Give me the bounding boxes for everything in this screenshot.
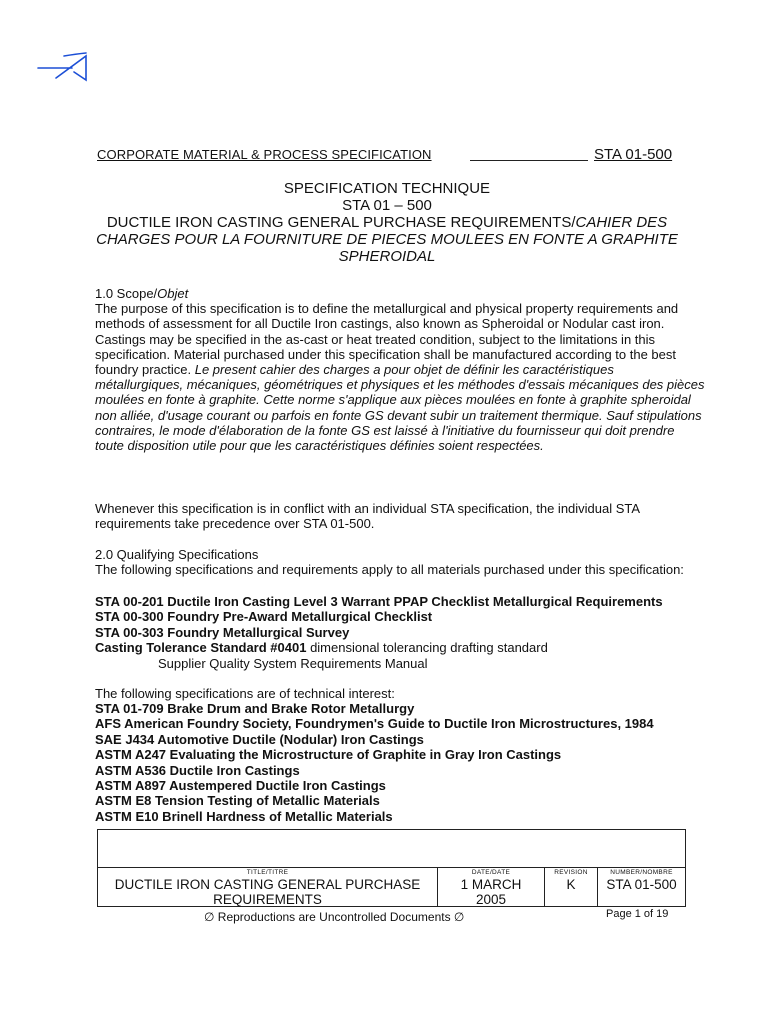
title-line-2: STA 01 – 500 <box>342 197 432 214</box>
list-item: STA 01-709 Brake Drum and Brake Rotor Metallurgy <box>95 701 415 716</box>
header-spec-number: STA 01-500 <box>594 146 673 163</box>
qualifying-spec-list <box>95 594 715 671</box>
list-item: STA 00-201 Ductile Iron Casting Level 3 Warrant PPAP Checklist Metallurgical Requirements <box>95 594 663 609</box>
scope-body: The purpose of this specification is to define the metallurgical and physical property requirements and methods of assessment for all Ductile Iron castings, also known as Spheroidal or Nodular cast iron. Castings may be specified in the as-cast or heat treated condition, subject to the limitations in this specification. Material purchased under this specification shall be manufactured according to the best foundry practice. Le present cahier des charges a pour objet de définir les caractéristiques métallurgiques, mécaniques, géométriques et physiques et les méthodes d'essais mécaniques des pièces moulées en fonte à graphite. Cette norme s'applique aux pièces moulées en fonte à graphite spheroidal non alliée, d'usage courant ou parfois en fonte GS devant subir un traitement thermique. Sauf stipulations contraires, le mode d'élaboration de la fonte GS est laissé à l'initiative du fournisseur qui doit prendre toute disposition utile pour que les caractéristiques définies soient respectées. <box>95 301 705 454</box>
technical-spec-list <box>95 701 715 824</box>
footer-revision-value: K <box>566 877 576 892</box>
list-item: Supplier Quality System Requirements Manual <box>158 655 428 671</box>
technical-intro: The following specifications are of technical interest: <box>95 686 395 701</box>
page-number: Page 1 of 19 <box>606 908 669 920</box>
list-item: ASTM E10 Brinell Hardness of Metallic Materials <box>95 808 393 824</box>
list-item: ASTM A247 Evaluating the Microstructure of Graphite in Gray Iron Castings <box>95 747 562 763</box>
list-item: ASTM E8 Tension Testing of Metallic Materials <box>95 793 380 809</box>
list-item: STA 00-300 Foundry Pre-Award Metallurgical Checklist <box>95 609 433 625</box>
footer-number-cell <box>598 868 685 907</box>
document-title <box>90 180 684 265</box>
footer-title-block <box>97 829 686 907</box>
footer-title-cell <box>98 868 438 907</box>
footer-revision-label: REVISION <box>554 869 588 876</box>
qualifying-heading: 2.0 Qualifying Specifications <box>95 547 259 562</box>
list-item: Casting Tolerance Standard #0401 dimensional tolerancing drafting standard <box>95 640 548 656</box>
title-english: DUCTILE IRON CASTING GENERAL PURCHASE REQUIREMENTS/ <box>106 214 576 231</box>
scope-heading: 1.0 Scope/Objet <box>95 286 189 301</box>
list-item: ASTM A897 Austempered Ductile Iron Castings <box>95 778 386 794</box>
scope-section <box>95 286 705 453</box>
qualifying-section <box>95 547 705 577</box>
footer-date-cell <box>438 868 545 907</box>
footer-fields-row <box>98 867 685 907</box>
footer-title-label: TITLE/TITRE <box>246 869 289 876</box>
uncontrolled-notice: ∅ Reproductions are Uncontrolled Documents ∅ <box>204 910 465 924</box>
list-item: ASTM A536 Ductile Iron Castings <box>95 762 300 778</box>
header-document-class: CORPORATE MATERIAL & PROCESS SPECIFICATION <box>97 147 432 162</box>
footer-title-value: DUCTILE IRON CASTING GENERAL PURCHASE REQUIREMENTS <box>114 877 421 907</box>
title-line-3 <box>90 214 684 265</box>
footer-date-value: 1 MARCH 2005 <box>460 877 522 907</box>
footer-revision-cell <box>545 868 598 907</box>
footer-number-label: NUMBER/NOMBRE <box>610 869 673 876</box>
handwritten-x-mark <box>34 48 92 82</box>
scope-conflict-note: Whenever this specification is in conflict with an individual STA specification, the individual STA requirements take precedence over STA 01-500. <box>95 501 640 532</box>
list-item: STA 00-303 Foundry Metallurgical Survey <box>95 624 350 640</box>
list-item: AFS American Foundry Society, Foundrymen's Guide to Ductile Iron Microstructures, 1984 <box>95 716 654 732</box>
title-line-1: SPECIFICATION TECHNIQUE <box>283 180 491 197</box>
title-french: CAHIER DES CHARGES POUR LA FOURNITURE DE PIECES MOULEES EN FONTE A GRAPHITE SPHEROIDAL <box>96 214 678 265</box>
header-rule <box>470 160 588 161</box>
list-item: SAE J434 Automotive Ductile (Nodular) Iron Castings <box>95 731 424 747</box>
footer-date-label: DATE/DATE <box>471 869 511 876</box>
qualifying-intro: The following specifications and requirements apply to all materials purchased under this specification: <box>95 562 684 578</box>
footer-number-value: STA 01-500 <box>606 877 677 892</box>
